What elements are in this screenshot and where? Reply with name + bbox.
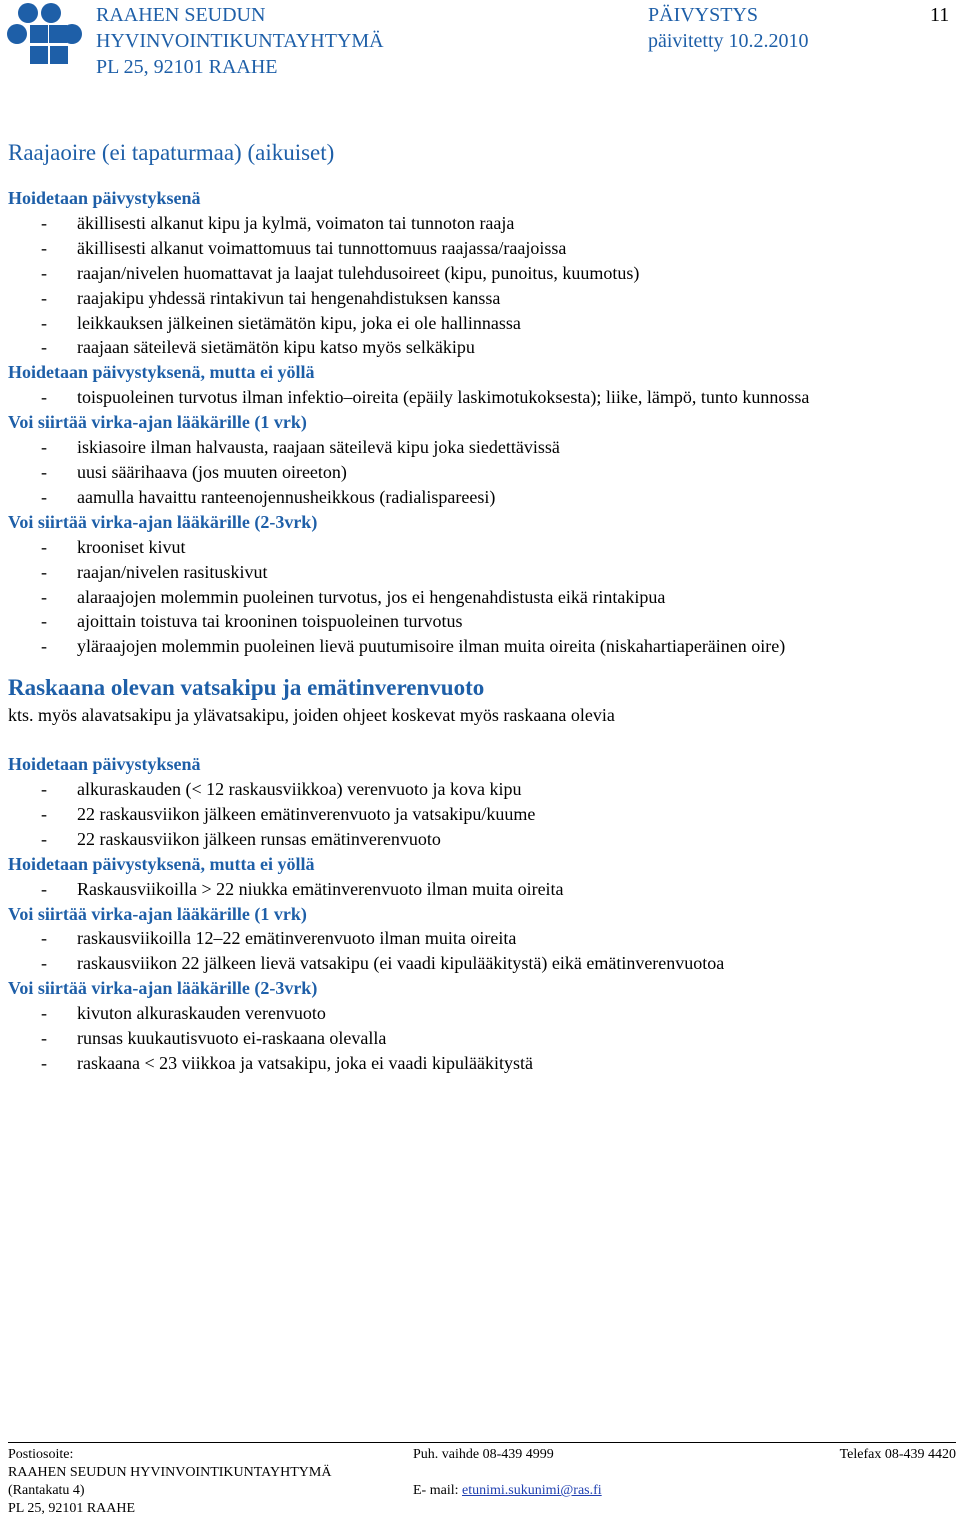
group-heading: Hoidetaan päivystyksenä (8, 188, 201, 208)
section-title: Raskaana olevan vatsakipu ja emätinverenvuoto (8, 675, 485, 701)
section-title: Raajaoire (ei tapaturmaa) (aikuiset) (8, 140, 335, 165)
page-footer (8, 1442, 956, 1516)
page-number: 11 (930, 4, 950, 26)
document-body (8, 138, 953, 1076)
org-line-2: HYVINVOINTIKUNTAYHTYMÄ (96, 30, 384, 52)
postal-address-org: RAAHEN SEUDUN HYVINVOINTIKUNTAYHTYMÄ (8, 1465, 332, 1480)
page-header (0, 0, 960, 90)
list-item: - äkillisesti alkanut kipu ja kylmä, voimaton tai tunnoton raaja (41, 212, 515, 233)
postal-address-box: PL 25, 92101 RAAHE (8, 1501, 136, 1516)
section-pregnancy (8, 673, 953, 1076)
phone-number: Puh. vaihde 08-439 4999 (413, 1447, 554, 1462)
list-item: - Raskausviikoilla > 22 niukka emätinverenvuoto ilman muita oireita (41, 878, 564, 899)
group-heading: Hoidetaan päivystyksenä, mutta ei yöllä (8, 853, 315, 874)
organization-logo (6, 2, 86, 74)
list-item: - alkuraskauden (< 12 raskausviikkoa) verenvuoto ja kova kipu (41, 779, 522, 800)
list-item: - raskausviikoilla 12–22 emätinverenvuoto ilman muita oireita (41, 928, 517, 949)
contact-info (413, 1446, 602, 1500)
list-item: - raajan/nivelen rasituskivut (41, 561, 268, 582)
postal-address-street: (Rantakatu 4) (8, 1483, 85, 1498)
list-item: - äkillisesti alkanut voimattomuus tai tunnottomuus raajassa/raajoissa (41, 237, 567, 258)
group-heading: Voi siirtää virka-ajan lääkärille (2-3vrk) (8, 978, 318, 999)
list-item: - 22 raskausviikon jälkeen emätinverenvuoto ja vatsakipu/kuume (41, 803, 536, 824)
group-heading: Hoidetaan päivystyksenä (8, 754, 201, 775)
list-item: - raskaana < 23 viikkoa ja vatsakipu, joka ei vaadi kipulääkitystä (41, 1053, 534, 1073)
list-item: - raskausviikon 22 jälkeen lievä vatsakipu (ei vaadi kipulääkitystä) eikä emätinverenvuotoa (41, 953, 725, 974)
list-item: - raajakipu yhdessä rintakivun tai hengenahdistuksen kanssa (41, 287, 501, 308)
list-item: - runsas kuukautisvuoto ei-raskaana olevalla (41, 1028, 387, 1049)
email-label: E- mail: (413, 1483, 459, 1498)
list-item: - iskiasoire ilman halvausta, raajaan säteilevä kipu joka siedettävissä (41, 437, 560, 458)
fax-number: Telefax 08-439 4420 (839, 1447, 956, 1462)
group-heading: Voi siirtää virka-ajan lääkärille (2-3vrk) (8, 511, 318, 532)
postal-address-label: Postiosoite: (8, 1447, 74, 1462)
list-item: - uusi säärihaava (jos muuten oireeton) (41, 461, 347, 482)
guideline-group (8, 360, 953, 410)
section-limb-symptoms (8, 138, 953, 659)
group-heading: Voi siirtää virka-ajan lääkärille (1 vrk) (8, 903, 307, 924)
guideline-group (8, 976, 953, 1076)
guideline-group (8, 902, 953, 977)
guideline-group (8, 852, 953, 902)
email-link[interactable]: etunimi.sukunimi@ras.fi (462, 1483, 602, 1498)
list-item: - alaraajojen molemmin puoleinen turvotus, jos ei hengenahdistusta eikä rintakipua (41, 586, 666, 607)
org-line-3: PL 25, 92101 RAAHE (96, 56, 278, 78)
organization-name (96, 2, 384, 80)
list-item: - 22 raskausviikon jälkeen runsas emätinverenvuoto (41, 828, 441, 849)
group-heading: Hoidetaan päivystyksenä, mutta ei yöllä (8, 362, 315, 383)
org-line-1: RAAHEN SEUDUN (96, 4, 266, 26)
guideline-group (8, 752, 953, 852)
list-item: - yläraajojen molemmin puoleinen lievä puutumisoire ilman muita oireita (niskahartiaperäinen oire) (41, 636, 786, 657)
list-item: - kivuton alkuraskauden verenvuoto (41, 1003, 326, 1024)
section-intro: kts. myös alavatsakipu ja ylävatsakipu, joiden ohjeet koskevat myös raskaana olevia (8, 705, 615, 726)
group-heading: Voi siirtää virka-ajan lääkärille (1 vrk) (8, 412, 307, 433)
postal-address (8, 1446, 331, 1518)
list-item: - aamulla havaittu ranteenojennusheikkous (radialispareesi) (41, 486, 496, 507)
guideline-group (8, 186, 953, 360)
guideline-group (8, 510, 953, 659)
list-item: - raajaan säteilevä sietämätön kipu katso myös selkäkipu (41, 337, 475, 358)
updated-date: päivitetty 10.2.2010 (648, 30, 809, 52)
list-item: - leikkauksen jälkeinen sietämätön kipu, joka ei ole hallinnassa (41, 312, 521, 333)
document-title-block (648, 2, 809, 54)
guideline-group (8, 410, 953, 510)
list-item: - toispuoleinen turvotus ilman infektio–oireita (epäily laskimotukoksesta); liike, lämpö, tunto kunnossa (41, 387, 810, 408)
list-item: - ajoittain toistuva tai krooninen toispuoleinen turvotus (41, 611, 463, 632)
email-line (413, 1482, 602, 1500)
list-item: - raajan/nivelen huomattavat ja laajat tulehdusoireet (kipu, punoitus, kuumotus) (41, 262, 640, 283)
list-item: - krooniset kivut (41, 536, 186, 557)
document-title: PÄIVYSTYS (648, 4, 759, 26)
